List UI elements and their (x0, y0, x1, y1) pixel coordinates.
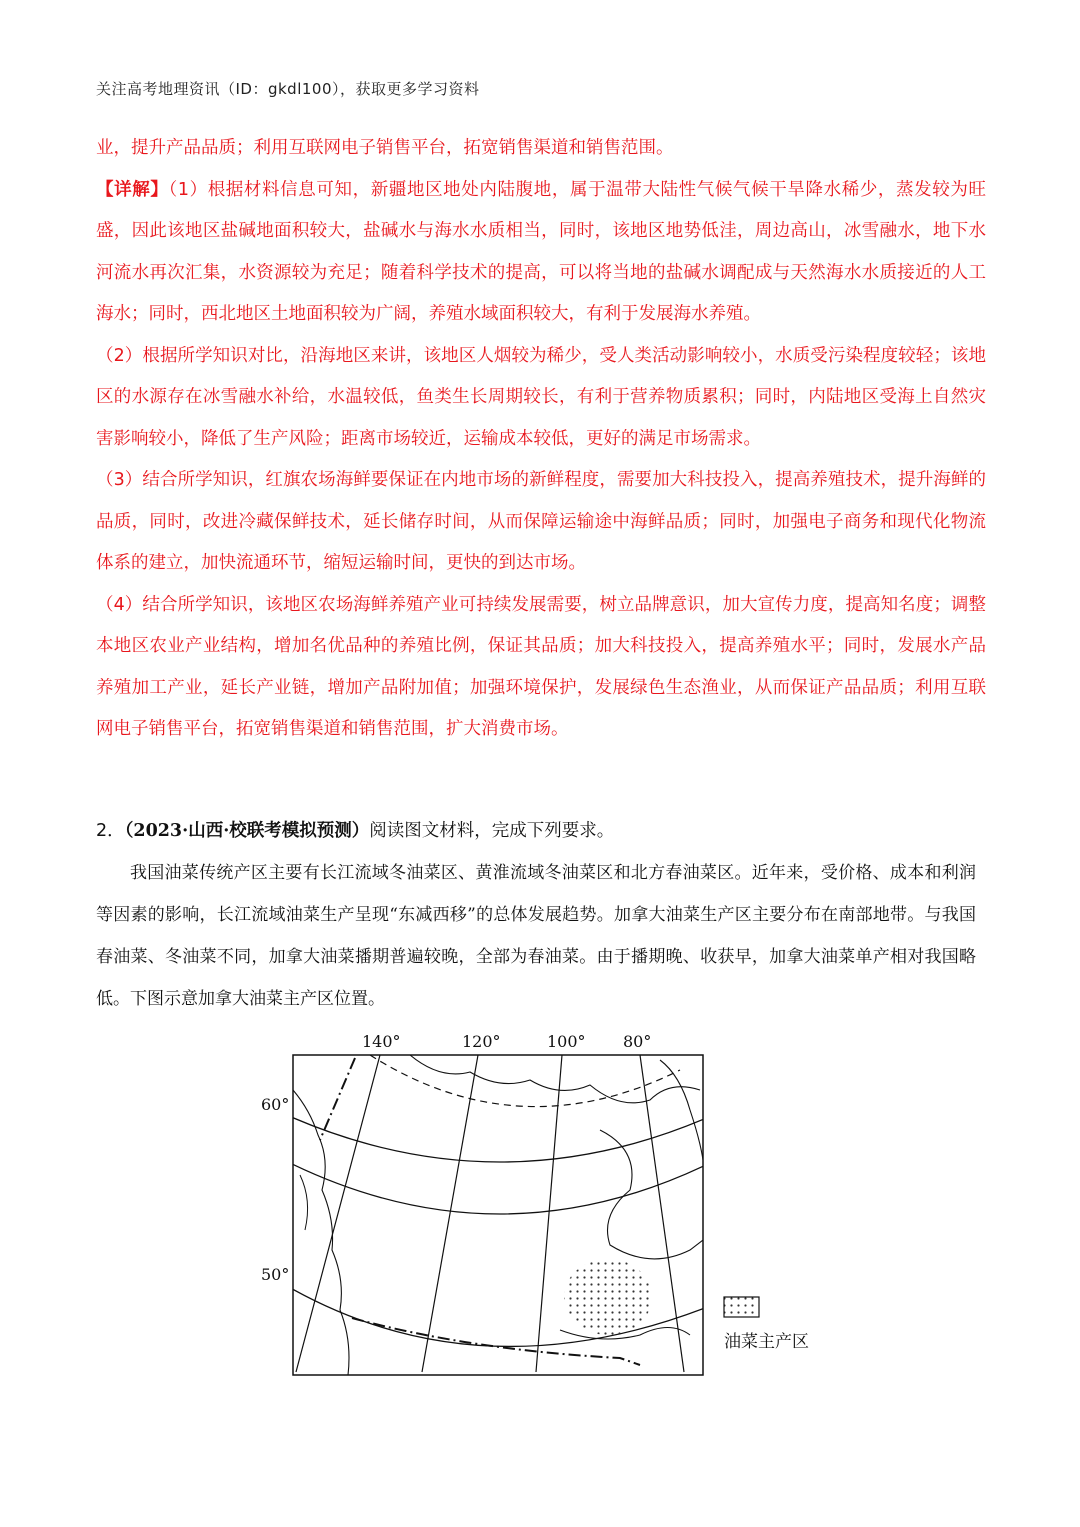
detail-paragraph-3: （3）结合所学知识，红旗农场海鲜要保证在内地市场的新鲜程度，需要加大科技投入，提高养殖技术，提升海鲜的品质，同时，改进冷藏保鲜技术，延长储存时间，从而保障运输途中海鲜品质；同时，加强电子商务和现代化物流体系的建立，加快流通环节，缩短运输时间，更快的到达市场。 (96, 470, 986, 573)
detail-tag: 【详解】 (96, 179, 169, 200)
question-number: 2． (96, 821, 125, 841)
parallel-50 (280, 1282, 720, 1346)
lon-label-120: 120° (462, 1032, 501, 1051)
detail-paragraph-2: （2）根据所学知识对比，沿海地区来讲，该地区人烟较为稀少，受人类活动影响较小，水质受污染程度较轻；该地区的水源存在冰雪融水补给，水温较低，鱼类生长周期较长，有利于营养物质累积；同时，内陆地区受海上自然灾害影响较小，降低了生产风险；距离市场较近，运输成本较低，更好的满足市场需求。 (96, 345, 986, 449)
arctic-circle (370, 1055, 680, 1107)
great-lakes-coast (560, 1328, 690, 1340)
alaska-border (320, 1058, 355, 1140)
pacific-coastline (293, 1090, 349, 1375)
lon-label-80: 80° (623, 1032, 652, 1051)
legend-label: 油菜主产区 (724, 1332, 809, 1352)
canola-region (564, 1259, 652, 1335)
meridian-140 (296, 1055, 380, 1372)
meridian-120 (422, 1055, 478, 1372)
page-header: 关注高考地理资讯（ID：gkdl100），获取更多学习资料 (96, 80, 480, 98)
meridian-80 (640, 1055, 684, 1372)
parallel-60 (280, 1112, 720, 1162)
lat-label-50: 50° (261, 1265, 290, 1284)
lon-label-140: 140° (362, 1032, 401, 1051)
lat-label-60: 60° (261, 1095, 290, 1114)
question-prompt: 阅读图文材料，完成下列要求。 (369, 821, 615, 841)
baffin-coast (660, 1060, 703, 1160)
parallel-55 (280, 1158, 720, 1214)
question-source: （2023·山西·校联考模拟预测） (124, 821, 370, 841)
material-paragraph: 我国油菜传统产区主要有长江流域冬油菜区、黄淮流域冬油菜区和北方春油菜区。近年来，受价格、成本和利润等因素的影响，长江流域油菜生产呈现“东减西移”的总体发展趋势。加拿大油菜生产区主要分布在南部地带。与我国春油菜、冬油菜不同，加拿大油菜播期普遍较晚，全部为春油菜。由于播期晚、收获早，加拿大油菜单产相对我国略低。下图示意加拿大油菜主产区位置。 (96, 863, 976, 1009)
detail-paragraph-4: （4）结合所学知识，该地区农场海鲜养殖产业可持续发展需要，树立品牌意识，加大宣传力度，提高知名度；调整本地区农业产业结构，增加名优品种的养殖比例，保证其品质；加大科技投入，提高养殖水平；同时，发展水产品养殖加工产业，延长产业链，增加产品附加值；加强环境保护，发展绿色生态渔业，从而保证产品品质；利用互联网电子销售平台，拓宽销售渠道和销售范围，扩大消费市场。 (96, 594, 986, 739)
question-material (96, 852, 976, 1020)
detail-text-1: （1）根据材料信息可知，新疆地区地处内陆腹地，属于温带大陆性气候气候干旱降水稀少，蒸发较为旺盛，因此该地区盐碱地面积较大，盐碱水与海水水质相当，同时，该地区地势低洼，周边高山，冰雪融水，地下水河流水再次汇集，水资源较为充足；随着科学技术的提高，可以将当地的盐碱水调配成与天然海水水质接近的人工海水；同时，西北地区土地面积较为广阔，养殖水域面积较大，有利于发展海水养殖。 (96, 179, 987, 324)
us-canada-border (352, 1318, 640, 1365)
hudson-bay-coast (600, 1130, 703, 1259)
lon-label-100: 100° (547, 1032, 586, 1051)
answer-block (96, 128, 986, 751)
legend-swatch (724, 1297, 759, 1317)
question-2-heading (96, 812, 986, 850)
pacific-islands (300, 1175, 308, 1230)
map-frame (293, 1055, 703, 1375)
map-content (280, 1055, 720, 1375)
answer-line-0: 业，提升产品品质；利用互联网电子销售平台，拓宽销售渠道和销售范围。 (96, 138, 674, 158)
detail-paragraph-1 (96, 170, 986, 336)
arctic-coastline (410, 1055, 700, 1103)
meridian-100 (536, 1055, 562, 1372)
